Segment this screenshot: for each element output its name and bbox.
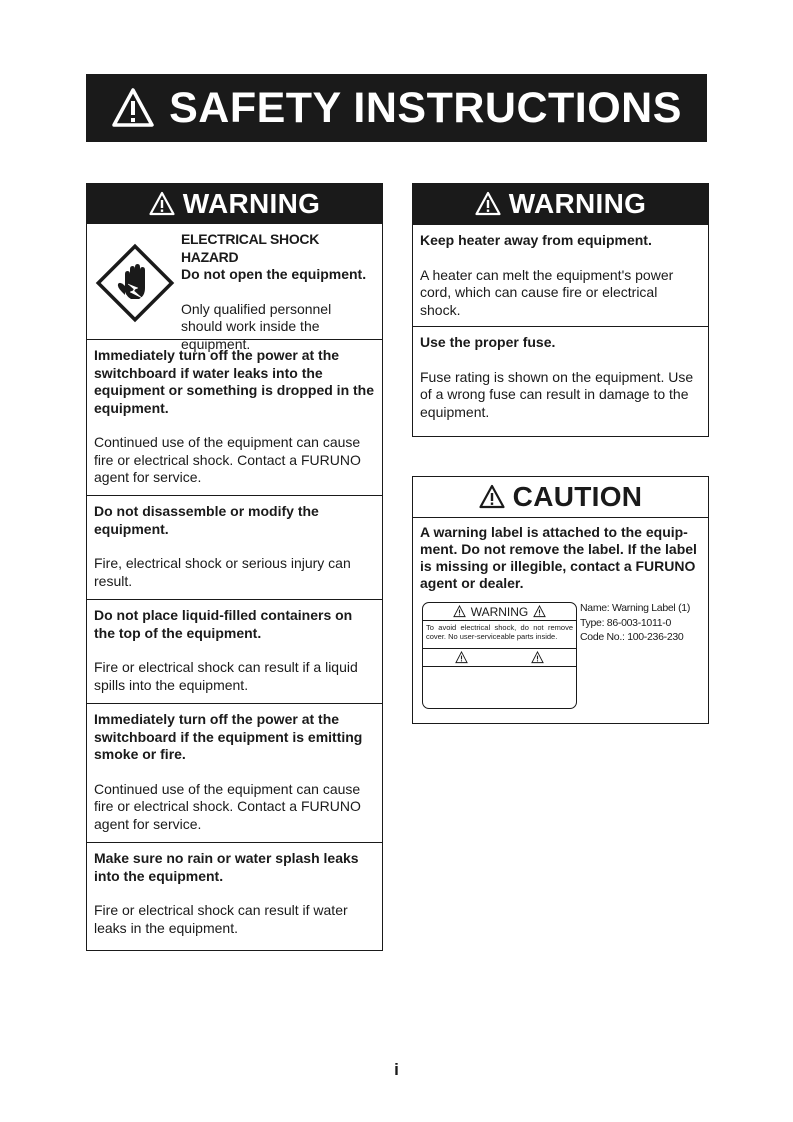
warning-section [413,224,708,326]
warning-triangle-icon [475,191,501,217]
section-headline: Do not place liquid-filled containers on the top of the equipment. [94,607,353,641]
warning-header-left [87,184,382,224]
section-body: Fire, electrical shock or serious injury can result. [94,555,351,589]
section-body: Fuse rating is shown on the equipment. Use of a wrong fuse can result in damage to the equipment. [420,368,694,420]
warning-triangle-icon [533,605,546,618]
shock-hazard-label: ELECTRICAL SHOCK HAZARD [181,231,320,265]
shock-body: Only qualified personnel should work inside the equipment. [181,300,332,352]
warning-triangle-icon [149,191,175,217]
page-title: SAFETY INSTRUCTIONS [169,83,682,132]
shock-text [179,231,375,352]
shock-headline: Do not open the equipment. [181,266,367,282]
section-body: Continued use of the equipment can cause fire or electrical shock. Contact a FURUNO agent for service. [94,434,361,485]
section-body: Fire or electrical shock can result if water leaks in the equipment. [94,902,348,936]
warning-box-right [412,183,709,437]
section-headline: Immediately turn off the power at the switchboard if the equipment is emitting smoke or fire. [94,711,363,762]
shock-hazard-section [87,224,382,352]
warning-section [87,495,382,599]
shock-pictogram [91,231,179,335]
section-body: Continued use of the equipment can cause fire or electrical shock. Contact a FURUNO agent for service. [94,780,361,832]
warning-label-header [423,603,576,621]
label-info [580,601,690,645]
caution-text: A warning label is attached to the equip-ment. Do not remove the label. If the label is missing or illegible, contact a FURUNO agent or dealer. [420,524,697,591]
warning-label-illustration [422,602,577,709]
warning-label-text: To avoid electrical shock, do not remove cover. No user-serviceable parts inside. [423,621,576,649]
warning-section [87,842,382,950]
label-type: Type: 86-003-1011-0 [580,616,672,629]
section-body: Fire or electrical shock can result if a liquid spills into the equipment. [94,659,358,693]
caution-box [412,476,709,724]
warning-label-title: WARNING [470,604,529,619]
caution-header [413,477,708,518]
electrical-shock-hand-icon [92,240,178,326]
warning-label-icons [423,649,576,667]
warning-header-text: WARNING [182,188,321,219]
section-body: A heater can melt the equipment's power cord, which can cause fire or electrical shock. [420,266,674,318]
section-headline: Use the proper fuse. [420,334,556,350]
warning-section [413,326,708,436]
warning-box-left [86,183,383,951]
warning-section [87,703,382,842]
section-headline: Keep heater away from equipment. [420,232,652,248]
title-bar [86,74,707,142]
warning-section [87,599,382,703]
label-code: Code No.: 100-236-230 [580,631,684,643]
section-headline: Make sure no rain or water splash leaks into the equipment. [94,850,359,884]
caution-header-text: CAUTION [512,481,643,512]
section-headline: Immediately turn off the power at the switchboard if water leaks into the equipment or something is dropped in the equipment. [94,347,375,416]
warning-triangle-icon [531,651,544,664]
warning-triangle-icon [453,605,466,618]
warning-header-right [413,184,708,224]
warning-triangle-icon [479,484,505,510]
warning-header-text: WARNING [508,188,647,219]
warning-triangle-icon [455,651,468,664]
label-area [413,598,708,718]
warning-triangle-icon [111,86,155,130]
warning-section [87,339,382,495]
section-headline: Do not disassemble or modify the equipment. [94,503,319,537]
label-name: Name: Warning Label (1) [580,602,691,614]
page-number: i [394,1060,399,1079]
